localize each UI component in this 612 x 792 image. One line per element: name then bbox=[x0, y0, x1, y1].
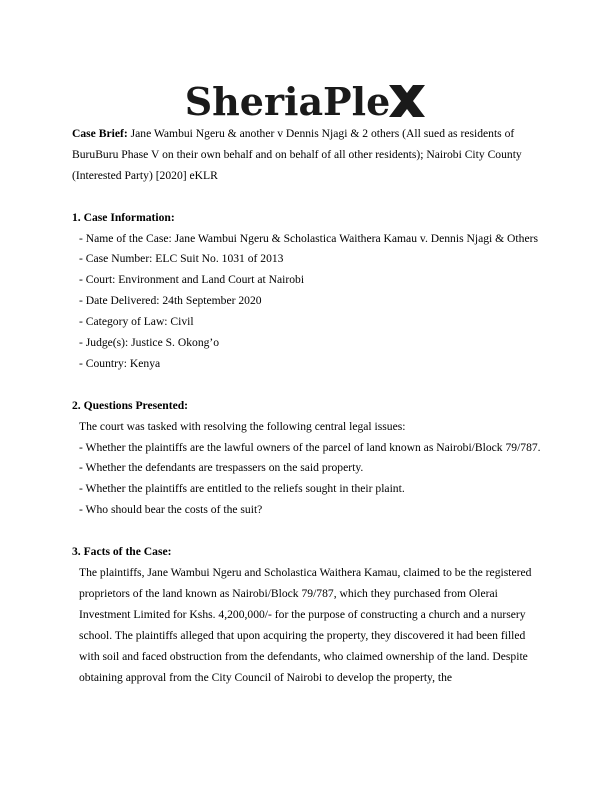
facts-paragraph: The plaintiffs, Jane Wambui Ngeru and Scholastica Waithera Kamau, claimed to be the registered proprietors of the land known as Nairobi/Block 79/787, which they purchased from Olerai Investment Limited for Kshs. 4,200,000/- for the purpose of constructing a church and a nursery school. The plaintiffs alleged that upon acquiring the property, they discovered it had been filled with soil and faced obstruction from the defendants, who claimed ownership of the land. Despite obtaining approval from the City Council of Nairobi to develop the property, the bbox=[79, 565, 532, 684]
case-info-category: - Category of Law: Civil bbox=[79, 315, 194, 329]
question-item: - Who should bear the costs of the suit? bbox=[79, 503, 263, 517]
question-item: - Whether the defendants are trespassers on the said property. bbox=[79, 461, 364, 475]
case-info-name: - Name of the Case: Jane Wambui Ngeru & Scholastica Waithera Kamau v. Dennis Njagi & Others bbox=[79, 231, 538, 245]
case-brief-text: Jane Wambui Ngeru & another v Dennis Njagi & 2 others (All sued as residents of BuruBuru Phase V on their own behalf and on behalf of all other residents); Nairobi City County (Interested Party) [2020] eKLR bbox=[72, 127, 522, 182]
section-3-heading: 3. Facts of the Case: bbox=[72, 545, 172, 559]
case-brief bbox=[72, 124, 542, 187]
section-1-heading: 1. Case Information: bbox=[72, 210, 175, 224]
case-info-judge: - Judge(s): Justice S. Okong’o bbox=[79, 336, 220, 350]
logo-x-mark bbox=[387, 83, 427, 119]
case-info-number: - Case Number: ELC Suit No. 1031 of 2013 bbox=[79, 252, 284, 266]
case-info-court: - Court: Environment and Land Court at Nairobi bbox=[79, 273, 305, 287]
question-item: - Whether the plaintiffs are entitled to the reliefs sought in their plaint. bbox=[79, 482, 405, 496]
case-brief-label: Case Brief: bbox=[72, 127, 128, 140]
case-info-date: - Date Delivered: 24th September 2020 bbox=[79, 294, 262, 308]
questions-intro: The court was tasked with resolving the following central legal issues: bbox=[79, 419, 406, 433]
logo-wordmark: SheriaPle bbox=[184, 78, 391, 124]
case-info-country: - Country: Kenya bbox=[79, 356, 161, 370]
document-body bbox=[72, 124, 542, 688]
sheriaplex-logo bbox=[0, 78, 612, 124]
section-2-heading: 2. Questions Presented: bbox=[72, 398, 189, 412]
question-item: - Whether the plaintiffs are the lawful owners of the parcel of land known as Nairobi/Block 79/787. bbox=[79, 440, 541, 454]
